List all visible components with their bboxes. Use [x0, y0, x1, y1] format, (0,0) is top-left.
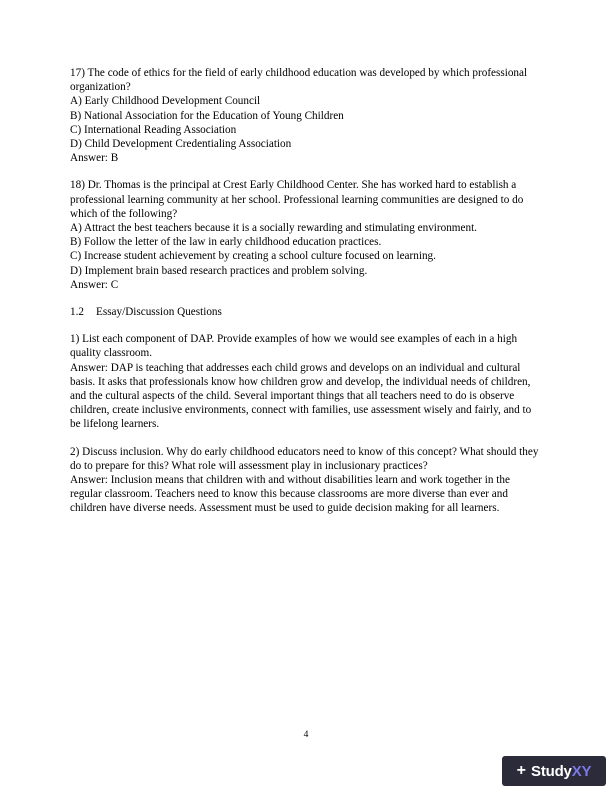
watermark-study-label: Study [531, 762, 572, 780]
section-title: Essay/Discussion Questions [96, 306, 222, 319]
essay-answer: Answer: Inclusion means that children with and without disabilities learn and work together in the regular classroom. Teachers need to know this because classrooms are more diverse than ever and children have diverse needs. Assessment must be used to guide decision making for all learners. [70, 474, 510, 515]
section-heading-text [70, 305, 544, 319]
question-stem: 18) Dr. Thomas is the principal at Crest Early Childhood Center. She has worked hard to establish a professional learning community at her school. Professional learning communities are designed to do which of the following? [70, 179, 524, 220]
essay-answer: Answer: DAP is teaching that addresses each child grows and develops on an individual and cultural basis. It asks that professionals know how children grow and develop, the individual needs of children, and the cultural aspects of the child. Several important things that all teachers need to do is observe children, create inclusive environments, connect with families, use assessment wisely and fairly, and to be lifelong learners. [70, 361, 532, 431]
question-option: C) International Reading Association [70, 123, 237, 136]
essay-question-stem: 2) Discuss inclusion. Why do early childhood educators need to know of this concept? What should they do to prepare for this? What role will assessment play in inclusionary practices? [70, 445, 539, 472]
answer-line: Answer: C [70, 278, 119, 291]
page-content [70, 66, 544, 529]
essay-block-1 [70, 332, 544, 431]
section-heading [70, 305, 544, 319]
question-option: B) Follow the letter of the law in early childhood education practices. [70, 236, 382, 249]
question-option: D) Child Development Credentialing Association [70, 138, 292, 151]
question-option: C) Increase student achievement by creating a school culture focused on learning. [70, 250, 436, 263]
question-block-18 [70, 178, 544, 292]
section-number: 1.2 [70, 306, 84, 319]
question-stem: 17) The code of ethics for the field of early childhood education was developed by which professional organization? [70, 67, 528, 94]
question-option: D) Implement brain based research practices and problem solving. [70, 264, 368, 277]
answer-line: Answer: B [70, 152, 119, 165]
question-option: B) National Association for the Education of Young Children [70, 109, 344, 122]
essay-block-2 [70, 445, 544, 516]
watermark-xy-label: XY [571, 762, 592, 780]
page-number: 4 [303, 730, 309, 740]
studyxy-watermark[interactable] [502, 756, 606, 786]
plus-icon: + [516, 762, 527, 779]
question-option: A) Early Childhood Development Council [70, 95, 261, 108]
essay-question-stem: 1) List each component of DAP. Provide examples of how we would see examples of each in a high quality classroom. [70, 333, 518, 360]
watermark-text [531, 763, 591, 780]
question-option: A) Attract the best teachers because it is a socially rewarding and stimulating environment. [70, 222, 477, 235]
question-block-17 [70, 66, 544, 165]
